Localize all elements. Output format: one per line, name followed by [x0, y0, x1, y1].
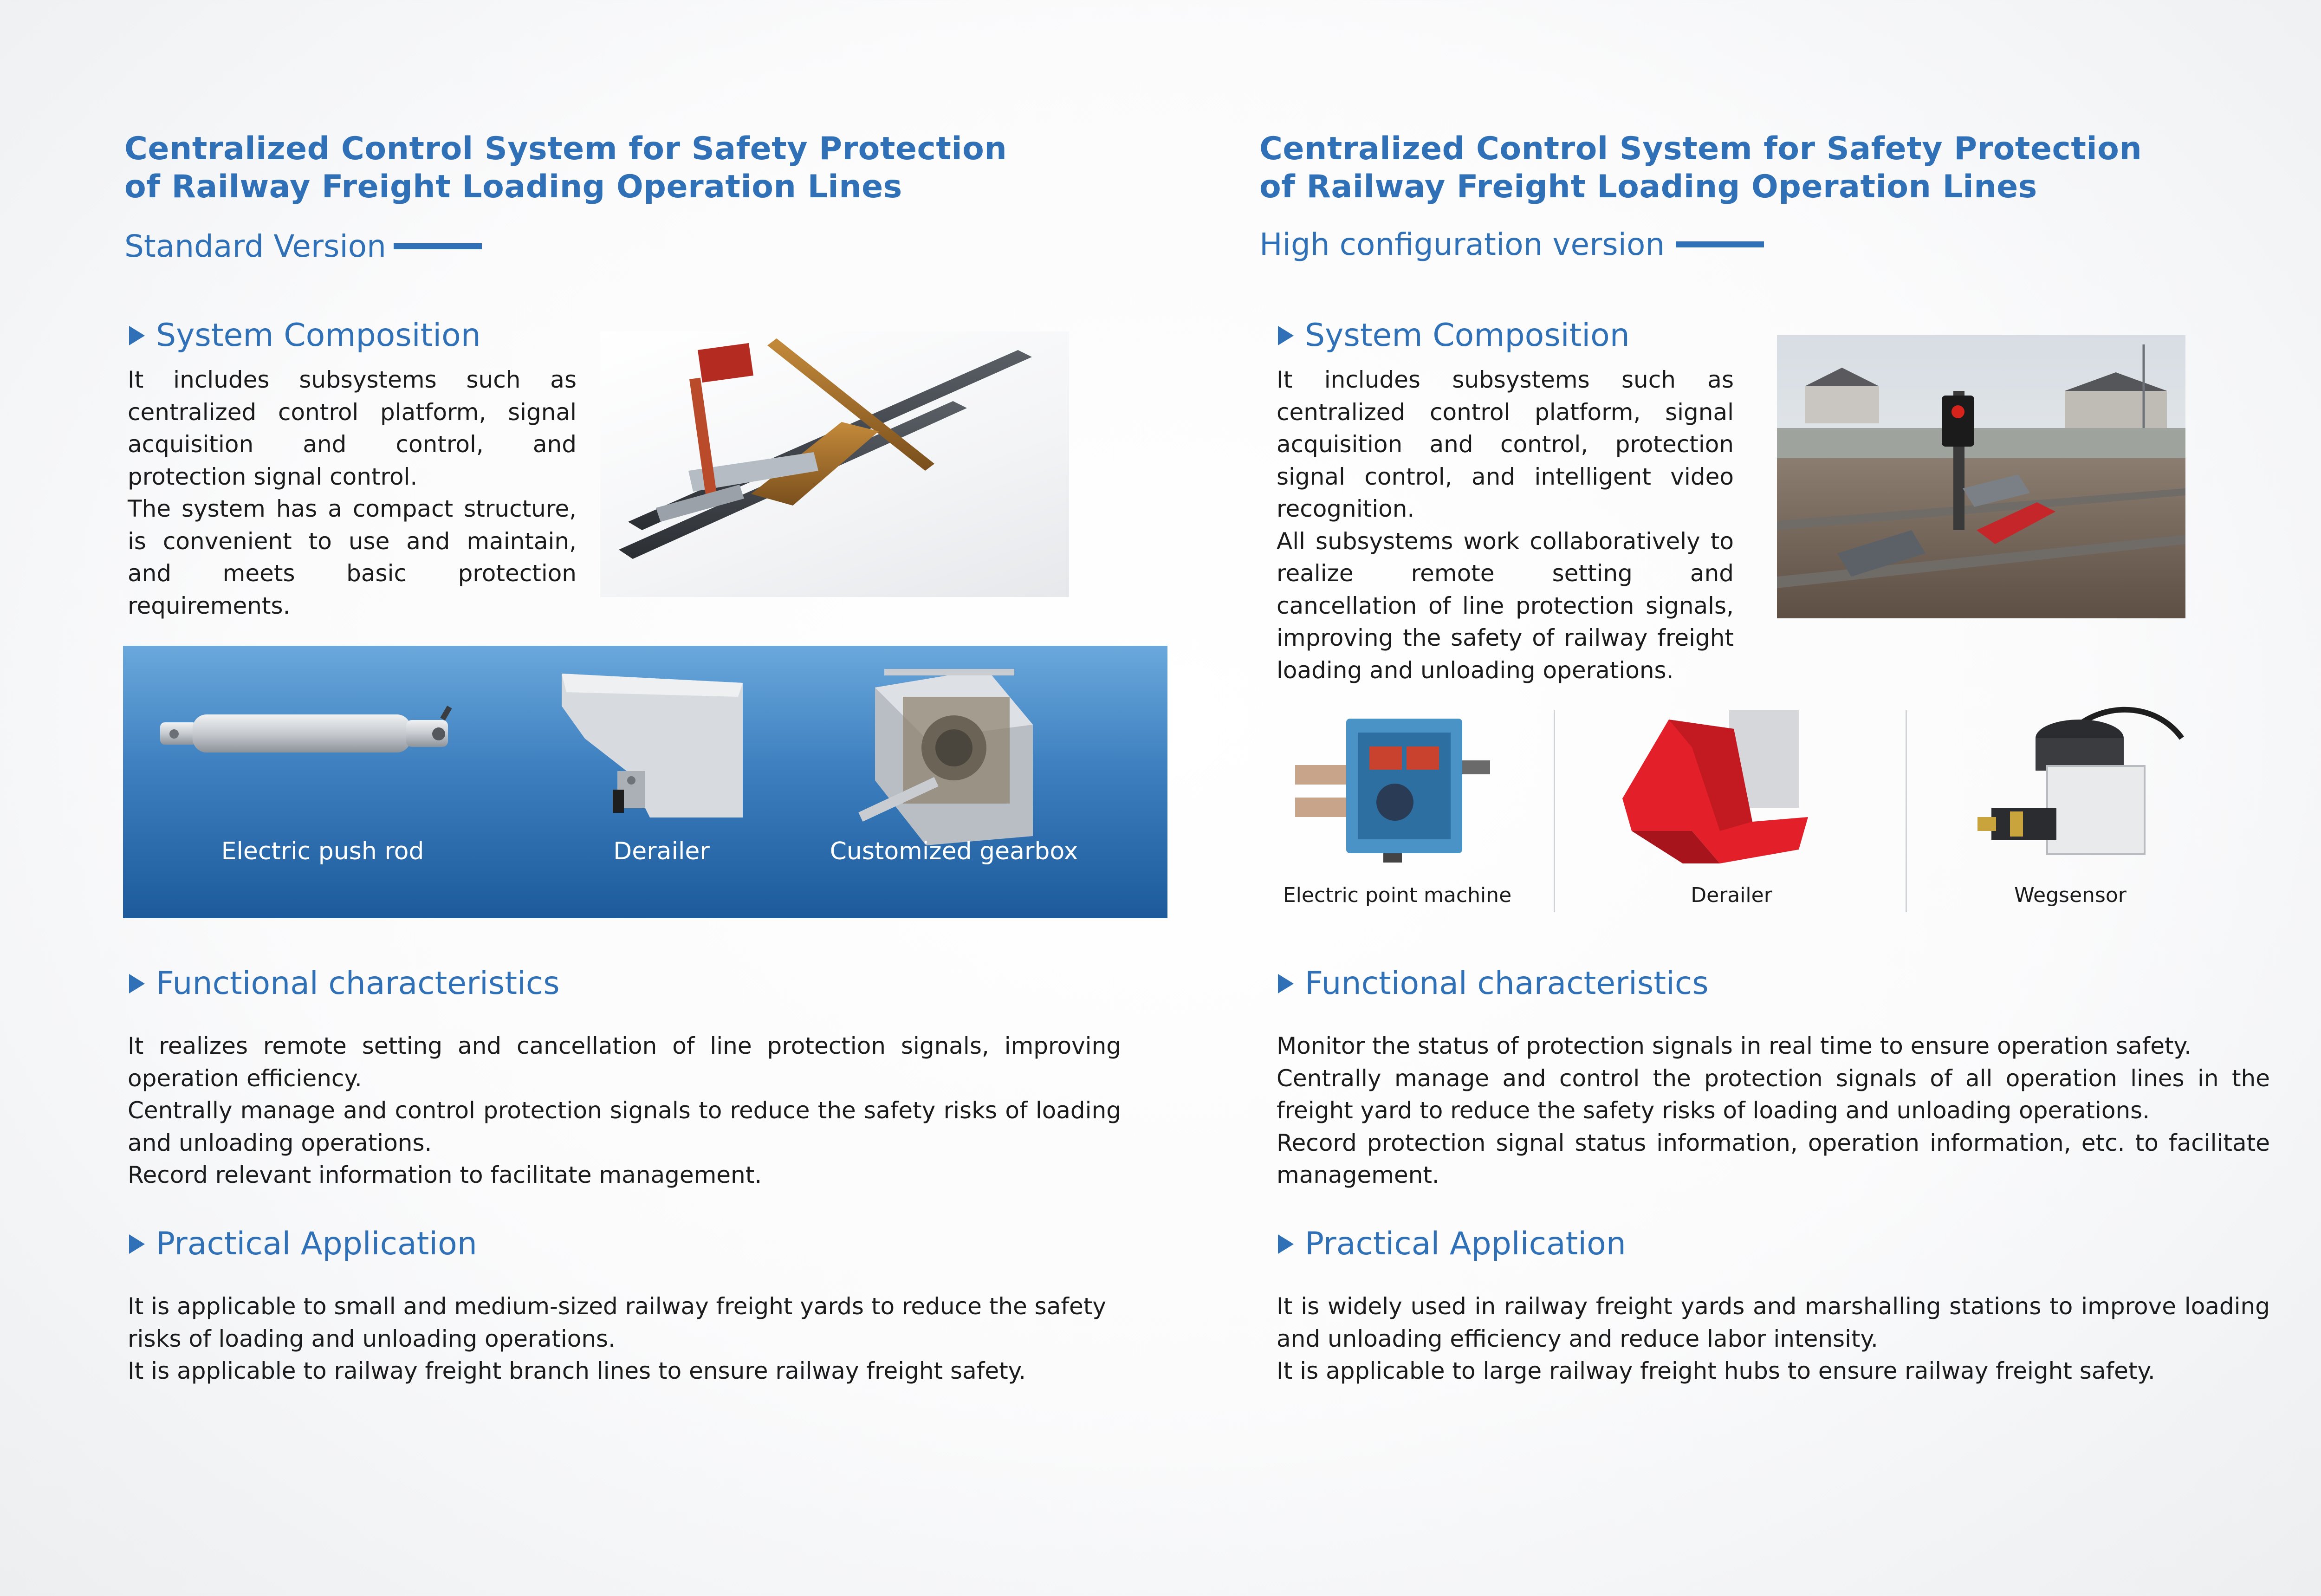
left-composition-line: protection signal control.	[128, 463, 418, 490]
right-composition-title: System Composition	[1305, 317, 1630, 354]
left-composition-line: is convenient to use and maintain,	[128, 527, 577, 555]
right-title	[1259, 130, 2281, 206]
left-title-line-1: Centralized Control System for Safety Protection	[124, 130, 1007, 167]
right-composition-line: loading and unloading operations.	[1277, 656, 1674, 684]
component-caption: Electric point machine	[1283, 883, 1512, 907]
right-composition-line: recognition.	[1277, 495, 1415, 522]
left-application-line: It is applicable to small and medium-sized railway freight yards to reduce the safety	[128, 1293, 1106, 1320]
right-application-line: It is applicable to large railway freight hubs to ensure railway freight safety.	[1277, 1357, 2155, 1384]
right-composition-line: cancellation of line protection signals,	[1277, 592, 1734, 619]
left-composition-line: It includes subsystems such as	[128, 366, 577, 393]
right-version-bar	[1676, 241, 1764, 247]
left-version-label: Standard Version	[124, 228, 386, 264]
left-composition-title: System Composition	[156, 317, 481, 354]
left-title	[124, 130, 1146, 206]
triangle-bullet-icon	[129, 974, 145, 993]
right-functional-heading	[1278, 965, 1709, 1002]
left-functional-heading	[129, 965, 560, 1002]
component-caption: Derailer	[1691, 883, 1772, 907]
left-composition-text	[128, 364, 577, 622]
right-functional-text	[1277, 1030, 2270, 1192]
gearbox-photo	[856, 660, 1065, 850]
left-composition-line: acquisition and control, and	[128, 431, 577, 458]
right-title-line-2: of Railway Freight Loading Operation Lines	[1259, 169, 2037, 205]
triangle-bullet-icon	[1278, 326, 1294, 345]
component-caption: Customized gearbox	[830, 837, 1078, 865]
left-application-heading	[129, 1226, 477, 1262]
left-functional-title: Functional characteristics	[156, 965, 560, 1002]
right-application-line: It is widely used in railway freight yards and marshalling stations to improve loading	[1277, 1293, 2270, 1320]
component-caption: Wegsensor	[2014, 883, 2127, 907]
right-composition-line: signal control, and intelligent video	[1277, 463, 1734, 490]
right-functional-line: Centrally manage and control the protection signals of all operation lines in the	[1277, 1064, 2270, 1092]
right-functional-line: Record protection signal status information, operation information, etc. to facilitate	[1277, 1129, 2270, 1156]
electric-point-machine-photo	[1295, 714, 1499, 863]
right-functional-line: Monitor the status of protection signals in real time to ensure operation safety.	[1277, 1032, 2192, 1059]
triangle-bullet-icon	[129, 1234, 145, 1254]
left-functional-line: operation efficiency.	[128, 1064, 362, 1092]
left-application-line: risks of loading and unloading operations.	[128, 1325, 616, 1352]
derailer-photo	[557, 664, 747, 822]
installed-device-photo	[1777, 335, 2185, 618]
left-composition-line: The system has a compact structure,	[128, 495, 577, 522]
right-composition-line: improving the safety of railway freight	[1277, 624, 1734, 651]
left-components-panel	[123, 646, 1167, 918]
left-functional-line: and unloading operations.	[128, 1129, 432, 1156]
right-application-text	[1277, 1291, 2270, 1388]
left-application-text	[128, 1291, 1121, 1388]
component-caption: Electric push rod	[221, 837, 424, 865]
electric-push-rod-photo	[142, 701, 485, 771]
right-functional-line: freight yard to reduce the safety risks of loading and unloading operations.	[1277, 1097, 2150, 1124]
cad-render-image	[600, 331, 1069, 597]
left-functional-line: It realizes remote setting and cancellation of line protection signals, improving	[128, 1032, 1121, 1059]
track-protection-device-render	[600, 331, 1069, 597]
right-composition-line: acquisition and control, protection	[1277, 431, 1734, 458]
component-divider	[1554, 710, 1555, 912]
right-application-line: and unloading efficiency and reduce labor intensity.	[1277, 1325, 1878, 1352]
left-version-bar	[394, 243, 482, 249]
triangle-bullet-icon	[1278, 974, 1294, 993]
left-composition-line: requirements.	[128, 592, 291, 619]
wegsensor-photo	[1973, 706, 2186, 873]
right-composition-line: realize remote setting and	[1277, 560, 1734, 587]
left-composition-line: and meets basic protection	[128, 560, 577, 587]
left-title-line-2: of Railway Freight Loading Operation Lines	[124, 169, 902, 205]
left-application-title: Practical Application	[156, 1226, 477, 1262]
right-application-title: Practical Application	[1305, 1226, 1626, 1262]
left-version	[124, 228, 482, 264]
red-derailer-photo	[1613, 710, 1827, 868]
right-composition-heading	[1278, 317, 1630, 354]
right-functional-title: Functional characteristics	[1305, 965, 1709, 1002]
triangle-bullet-icon	[129, 326, 145, 345]
left-functional-line: Centrally manage and control protection signals to reduce the safety risks of loading	[128, 1097, 1121, 1124]
railway-scene-photo	[1777, 335, 2185, 618]
left-application-line: It is applicable to railway freight branch lines to ensure railway freight safety.	[128, 1357, 1026, 1384]
component-caption: Derailer	[613, 837, 710, 865]
component-divider	[1906, 710, 1907, 912]
left-composition-line: centralized control platform, signal	[128, 398, 577, 426]
right-application-heading	[1278, 1226, 1626, 1262]
left-functional-text	[128, 1030, 1121, 1192]
right-version-label: High configuration version	[1259, 227, 1665, 262]
triangle-bullet-icon	[1278, 1234, 1294, 1254]
left-functional-line: Record relevant information to facilitate management.	[128, 1161, 762, 1188]
right-composition-line: centralized control platform, signal	[1277, 398, 1734, 426]
left-composition-heading	[129, 317, 481, 354]
right-functional-line: management.	[1277, 1161, 1439, 1188]
right-version	[1259, 227, 1764, 262]
right-composition-line: All subsystems work collaboratively to	[1277, 527, 1734, 555]
right-composition-text	[1277, 364, 1734, 687]
right-composition-line: It includes subsystems such as	[1277, 366, 1734, 393]
right-title-line-1: Centralized Control System for Safety Protection	[1259, 130, 2142, 167]
